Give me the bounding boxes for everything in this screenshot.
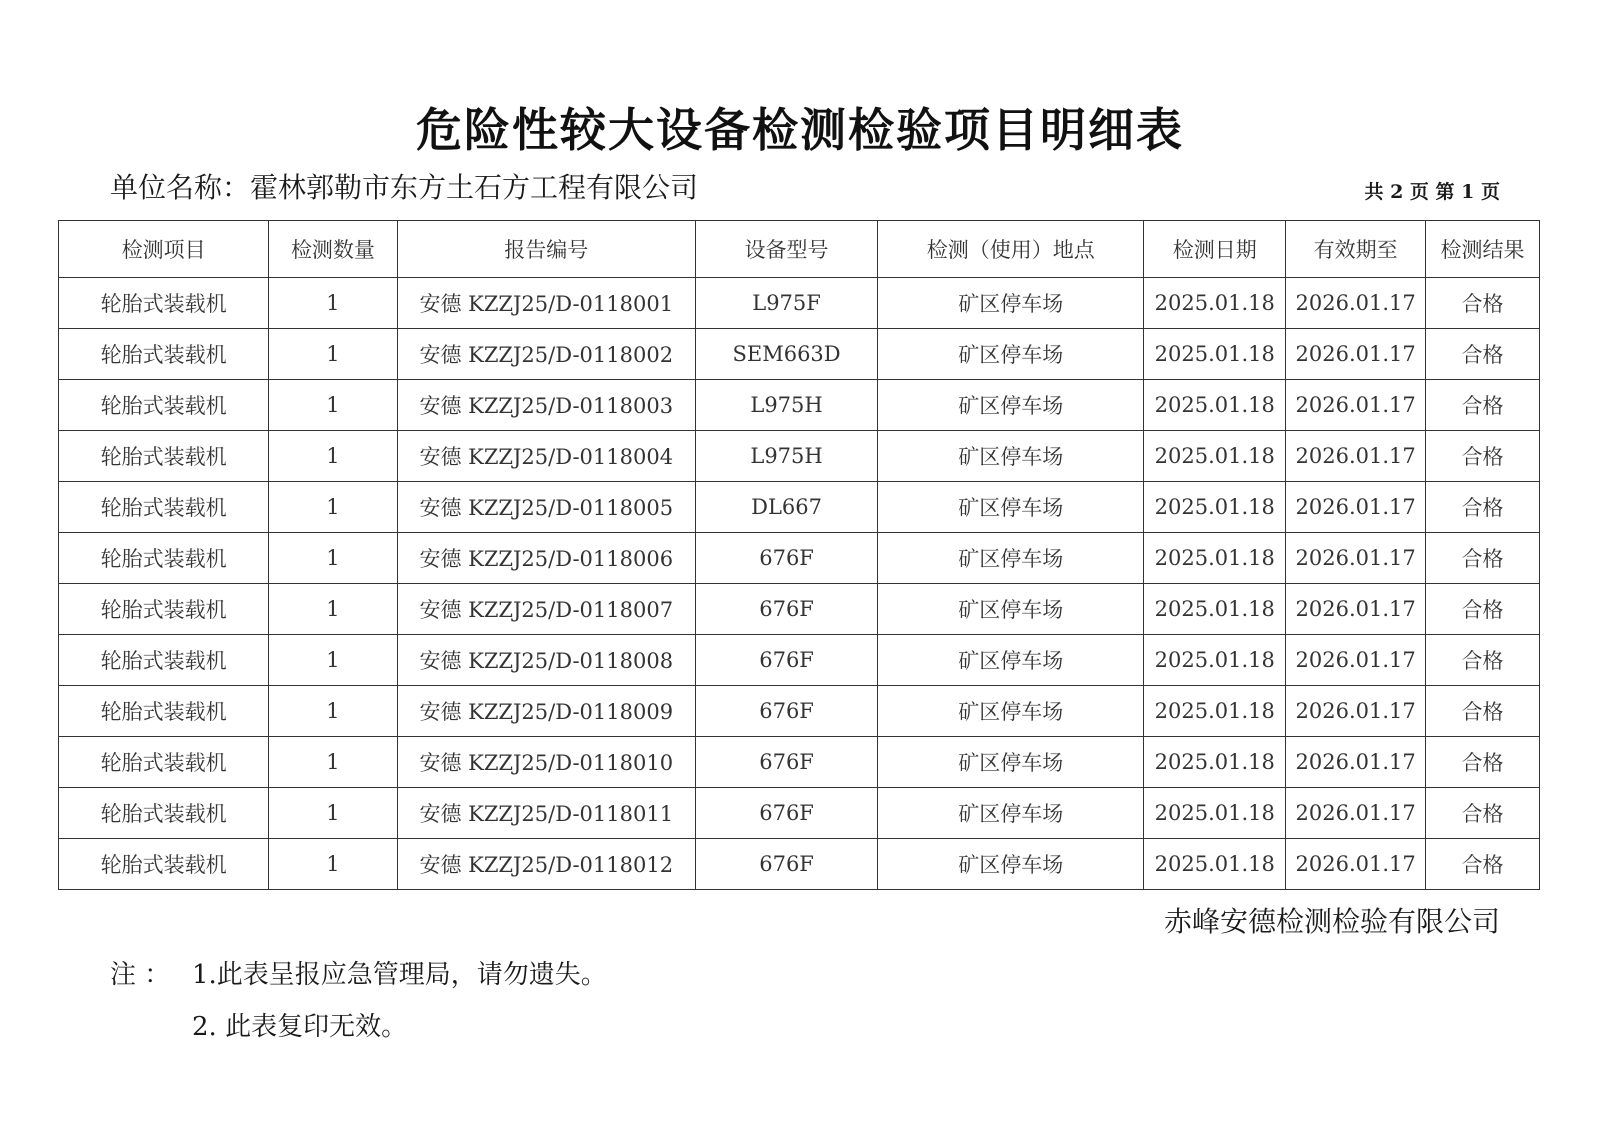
- unit-name: 霍林郭勒市东方土石方工程有限公司: [250, 171, 699, 204]
- cell-inspection-date: 2025.01.18: [1144, 431, 1286, 482]
- cell-inspection-date: 2025.01.18: [1144, 686, 1286, 737]
- cell-inspection-item: 轮胎式装载机: [59, 788, 269, 839]
- cell-result: 合格: [1426, 329, 1540, 380]
- cell-inspection-item: 轮胎式装载机: [59, 533, 269, 584]
- notes-label-spacer: [110, 1007, 192, 1059]
- table-row: [59, 431, 1540, 482]
- document-title: 危险性较大设备检测检验项目明细表: [416, 103, 1184, 157]
- cell-quantity: 1: [269, 533, 397, 584]
- cell-quantity: 1: [269, 839, 397, 890]
- cell-quantity: 1: [269, 278, 397, 329]
- cell-result: 合格: [1426, 839, 1540, 890]
- cell-equipment-model: 676F: [695, 533, 877, 584]
- header-inspection-date: 检测日期: [1144, 221, 1286, 278]
- cell-equipment-model: SEM663D: [695, 329, 877, 380]
- cell-inspection-date: 2025.01.18: [1144, 635, 1286, 686]
- cell-inspection-item: 轮胎式装载机: [59, 839, 269, 890]
- cell-inspection-item: 轮胎式装载机: [59, 635, 269, 686]
- cell-inspection-item: 轮胎式装载机: [59, 431, 269, 482]
- cell-result: 合格: [1426, 278, 1540, 329]
- header-result: 检测结果: [1426, 221, 1540, 278]
- cell-inspection-date: 2025.01.18: [1144, 278, 1286, 329]
- cell-location: 矿区停车场: [878, 431, 1144, 482]
- table-row: [59, 788, 1540, 839]
- table-row: [59, 533, 1540, 584]
- notes-label: 注 ：: [110, 960, 171, 990]
- cell-result: 合格: [1426, 482, 1540, 533]
- table-row: [59, 584, 1540, 635]
- cell-report-number: 安德 KZZJ25/D-0118004: [397, 431, 695, 482]
- cell-quantity: 1: [269, 584, 397, 635]
- cell-equipment-model: L975H: [695, 380, 877, 431]
- note-item: 2. 此表复印无效。: [192, 1012, 408, 1042]
- cell-location: 矿区停车场: [878, 533, 1144, 584]
- issuer-company: 赤峰安德检测检验有限公司: [1163, 905, 1500, 938]
- cell-valid-until: 2026.01.17: [1286, 482, 1426, 533]
- cell-inspection-date: 2025.01.18: [1144, 380, 1286, 431]
- cell-quantity: 1: [269, 788, 397, 839]
- cell-valid-until: 2026.01.17: [1286, 788, 1426, 839]
- cell-inspection-date: 2025.01.18: [1144, 329, 1286, 380]
- cell-result: 合格: [1426, 635, 1540, 686]
- note-row: [110, 955, 607, 1007]
- table-row: [59, 329, 1540, 380]
- unit-line: [110, 168, 698, 208]
- cell-valid-until: 2026.01.17: [1286, 329, 1426, 380]
- cell-equipment-model: 676F: [695, 686, 877, 737]
- cell-valid-until: 2026.01.17: [1286, 737, 1426, 788]
- cell-equipment-model: 676F: [695, 584, 877, 635]
- header-quantity: 检测数量: [269, 221, 397, 278]
- cell-inspection-item: 轮胎式装载机: [59, 686, 269, 737]
- cell-report-number: 安德 KZZJ25/D-0118002: [397, 329, 695, 380]
- cell-quantity: 1: [269, 329, 397, 380]
- cell-report-number: 安德 KZZJ25/D-0118003: [397, 380, 695, 431]
- cell-location: 矿区停车场: [878, 329, 1144, 380]
- cell-valid-until: 2026.01.17: [1286, 380, 1426, 431]
- unit-label: 单位名称：: [110, 171, 251, 204]
- table-row: [59, 380, 1540, 431]
- cell-report-number: 安德 KZZJ25/D-0118012: [397, 839, 695, 890]
- cell-report-number: 安德 KZZJ25/D-0118008: [397, 635, 695, 686]
- cell-valid-until: 2026.01.17: [1286, 635, 1426, 686]
- cell-inspection-item: 轮胎式装载机: [59, 482, 269, 533]
- cell-inspection-item: 轮胎式装载机: [59, 380, 269, 431]
- cell-valid-until: 2026.01.17: [1286, 584, 1426, 635]
- cell-report-number: 安德 KZZJ25/D-0118009: [397, 686, 695, 737]
- cell-report-number: 安德 KZZJ25/D-0118005: [397, 482, 695, 533]
- cell-inspection-item: 轮胎式装载机: [59, 278, 269, 329]
- cell-inspection-date: 2025.01.18: [1144, 839, 1286, 890]
- cell-result: 合格: [1426, 380, 1540, 431]
- cell-valid-until: 2026.01.17: [1286, 431, 1426, 482]
- cell-equipment-model: 676F: [695, 839, 877, 890]
- cell-equipment-model: 676F: [695, 635, 877, 686]
- cell-equipment-model: L975F: [695, 278, 877, 329]
- header-location: 检测（使用）地点: [878, 221, 1144, 278]
- cell-inspection-item: 轮胎式装载机: [59, 584, 269, 635]
- cell-report-number: 安德 KZZJ25/D-0118001: [397, 278, 695, 329]
- header-equipment-model: 设备型号: [695, 221, 877, 278]
- cell-quantity: 1: [269, 635, 397, 686]
- cell-equipment-model: L975H: [695, 431, 877, 482]
- page-info: 共 2 页 第 1 页: [1364, 181, 1500, 203]
- cell-valid-until: 2026.01.17: [1286, 533, 1426, 584]
- header-valid-until: 有效期至: [1286, 221, 1426, 278]
- cell-location: 矿区停车场: [878, 380, 1144, 431]
- cell-result: 合格: [1426, 533, 1540, 584]
- cell-location: 矿区停车场: [878, 839, 1144, 890]
- cell-result: 合格: [1426, 584, 1540, 635]
- cell-quantity: 1: [269, 737, 397, 788]
- table-row: [59, 839, 1540, 890]
- cell-location: 矿区停车场: [878, 584, 1144, 635]
- table-row: [59, 482, 1540, 533]
- table-row: [59, 635, 1540, 686]
- cell-location: 矿区停车场: [878, 788, 1144, 839]
- table-body: [59, 278, 1540, 890]
- cell-inspection-date: 2025.01.18: [1144, 788, 1286, 839]
- cell-inspection-date: 2025.01.18: [1144, 584, 1286, 635]
- cell-quantity: 1: [269, 431, 397, 482]
- detail-table: [58, 220, 1540, 890]
- table-header-row: [59, 221, 1540, 278]
- cell-quantity: 1: [269, 380, 397, 431]
- cell-equipment-model: 676F: [695, 788, 877, 839]
- table-row: [59, 278, 1540, 329]
- cell-report-number: 安德 KZZJ25/D-0118007: [397, 584, 695, 635]
- cell-result: 合格: [1426, 686, 1540, 737]
- note-row: [110, 1007, 607, 1059]
- cell-location: 矿区停车场: [878, 635, 1144, 686]
- cell-report-number: 安德 KZZJ25/D-0118006: [397, 533, 695, 584]
- cell-quantity: 1: [269, 686, 397, 737]
- cell-inspection-date: 2025.01.18: [1144, 533, 1286, 584]
- cell-location: 矿区停车场: [878, 737, 1144, 788]
- table-row: [59, 737, 1540, 788]
- cell-location: 矿区停车场: [878, 278, 1144, 329]
- cell-result: 合格: [1426, 788, 1540, 839]
- header-report-number: 报告编号: [397, 221, 695, 278]
- cell-valid-until: 2026.01.17: [1286, 686, 1426, 737]
- cell-location: 矿区停车场: [878, 686, 1144, 737]
- cell-inspection-item: 轮胎式装载机: [59, 329, 269, 380]
- cell-equipment-model: 676F: [695, 737, 877, 788]
- cell-result: 合格: [1426, 737, 1540, 788]
- cell-inspection-date: 2025.01.18: [1144, 482, 1286, 533]
- note-item: 1.此表呈报应急管理局，请勿遗失。: [192, 960, 607, 990]
- cell-quantity: 1: [269, 482, 397, 533]
- cell-valid-until: 2026.01.17: [1286, 278, 1426, 329]
- notes: [110, 955, 607, 1059]
- cell-location: 矿区停车场: [878, 482, 1144, 533]
- header-inspection-item: 检测项目: [59, 221, 269, 278]
- cell-report-number: 安德 KZZJ25/D-0118010: [397, 737, 695, 788]
- cell-report-number: 安德 KZZJ25/D-0118011: [397, 788, 695, 839]
- table-row: [59, 686, 1540, 737]
- cell-inspection-item: 轮胎式装载机: [59, 737, 269, 788]
- cell-equipment-model: DL667: [695, 482, 877, 533]
- cell-result: 合格: [1426, 431, 1540, 482]
- cell-inspection-date: 2025.01.18: [1144, 737, 1286, 788]
- cell-valid-until: 2026.01.17: [1286, 839, 1426, 890]
